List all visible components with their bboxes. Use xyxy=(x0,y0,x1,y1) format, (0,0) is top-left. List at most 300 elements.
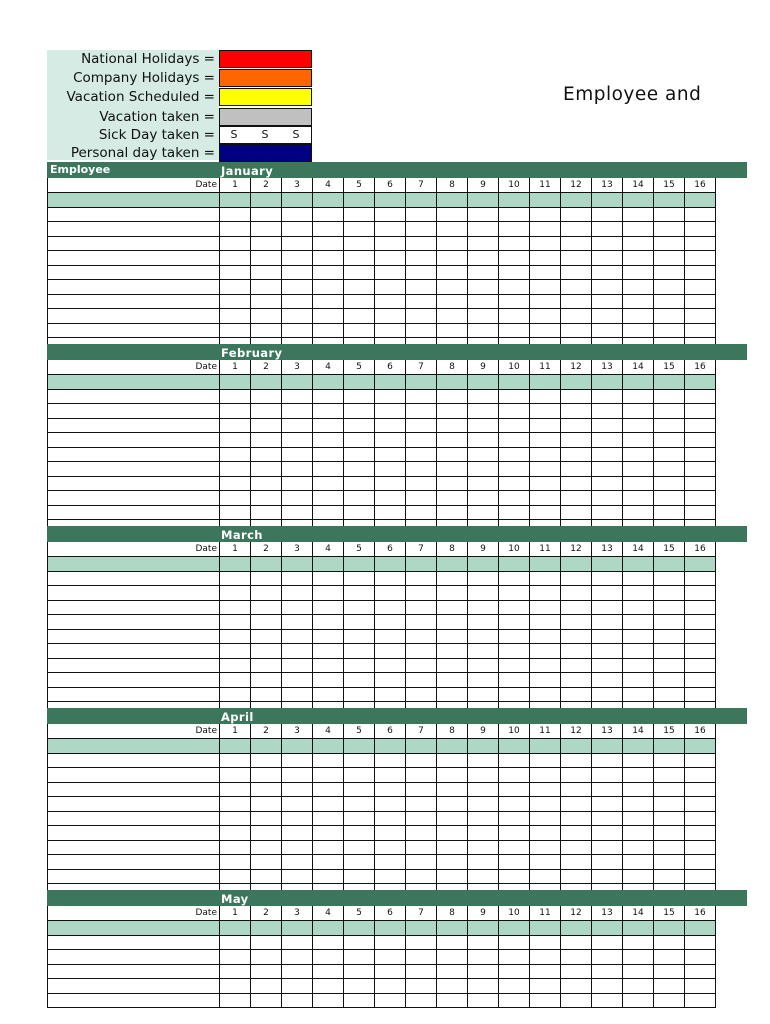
day-cell[interactable] xyxy=(468,323,499,338)
day-cell[interactable] xyxy=(282,265,313,280)
day-cell[interactable] xyxy=(406,687,437,702)
day-cell[interactable] xyxy=(220,950,251,965)
day-cell[interactable] xyxy=(251,447,282,462)
day-cell[interactable] xyxy=(623,433,654,448)
day-cell[interactable] xyxy=(375,462,406,477)
day-cell[interactable] xyxy=(592,309,623,324)
day-cell[interactable] xyxy=(468,280,499,295)
day-cell[interactable] xyxy=(220,768,251,783)
employee-name-cell[interactable] xyxy=(48,447,220,462)
day-cell[interactable] xyxy=(592,265,623,280)
day-cell[interactable] xyxy=(282,935,313,950)
day-cell[interactable] xyxy=(344,615,375,630)
day-cell[interactable] xyxy=(499,222,530,237)
day-cell[interactable] xyxy=(406,265,437,280)
day-cell[interactable] xyxy=(592,294,623,309)
day-cell[interactable] xyxy=(313,571,344,586)
day-cell[interactable] xyxy=(251,418,282,433)
day-cell[interactable] xyxy=(220,462,251,477)
day-cell[interactable] xyxy=(685,280,716,295)
day-cell[interactable] xyxy=(220,309,251,324)
day-cell[interactable] xyxy=(282,600,313,615)
day-cell[interactable] xyxy=(313,753,344,768)
day-cell[interactable] xyxy=(623,418,654,433)
day-cell[interactable] xyxy=(654,935,685,950)
employee-name-cell[interactable] xyxy=(48,476,220,491)
day-cell[interactable] xyxy=(282,826,313,841)
day-cell[interactable] xyxy=(530,447,561,462)
day-cell[interactable] xyxy=(685,433,716,448)
day-cell[interactable] xyxy=(313,600,344,615)
day-cell[interactable] xyxy=(220,222,251,237)
day-cell[interactable] xyxy=(282,768,313,783)
day-cell[interactable] xyxy=(592,207,623,222)
day-cell[interactable] xyxy=(592,615,623,630)
day-cell[interactable] xyxy=(561,869,592,884)
day-cell[interactable] xyxy=(654,323,685,338)
day-cell[interactable] xyxy=(654,687,685,702)
day-cell[interactable] xyxy=(437,644,468,659)
day-cell[interactable] xyxy=(375,251,406,266)
day-cell[interactable] xyxy=(623,644,654,659)
day-cell[interactable] xyxy=(623,797,654,812)
day-cell[interactable] xyxy=(468,935,499,950)
day-cell[interactable] xyxy=(592,950,623,965)
day-cell[interactable] xyxy=(530,404,561,419)
day-cell[interactable] xyxy=(561,855,592,870)
day-cell[interactable] xyxy=(375,782,406,797)
day-cell[interactable] xyxy=(499,404,530,419)
day-cell[interactable] xyxy=(499,323,530,338)
day-cell[interactable] xyxy=(406,950,437,965)
day-cell[interactable] xyxy=(468,309,499,324)
day-cell[interactable] xyxy=(282,236,313,251)
day-cell[interactable] xyxy=(530,826,561,841)
day-cell[interactable] xyxy=(530,782,561,797)
day-cell[interactable] xyxy=(623,280,654,295)
day-cell[interactable] xyxy=(623,840,654,855)
day-cell[interactable] xyxy=(251,476,282,491)
day-cell[interactable] xyxy=(561,782,592,797)
day-cell[interactable] xyxy=(282,280,313,295)
employee-name-cell[interactable] xyxy=(48,644,220,659)
day-cell[interactable] xyxy=(530,768,561,783)
day-cell[interactable] xyxy=(220,447,251,462)
employee-name-cell[interactable] xyxy=(48,869,220,884)
day-cell[interactable] xyxy=(220,979,251,994)
day-cell[interactable] xyxy=(220,855,251,870)
day-cell[interactable] xyxy=(375,629,406,644)
day-cell[interactable] xyxy=(220,433,251,448)
day-cell[interactable] xyxy=(561,615,592,630)
day-cell[interactable] xyxy=(530,797,561,812)
day-cell[interactable] xyxy=(344,294,375,309)
day-cell[interactable] xyxy=(375,644,406,659)
day-cell[interactable] xyxy=(499,993,530,1008)
day-cell[interactable] xyxy=(623,265,654,280)
day-cell[interactable] xyxy=(654,294,685,309)
employee-name-cell[interactable] xyxy=(48,265,220,280)
day-cell[interactable] xyxy=(468,687,499,702)
day-cell[interactable] xyxy=(685,935,716,950)
day-cell[interactable] xyxy=(468,615,499,630)
day-cell[interactable] xyxy=(313,404,344,419)
day-cell[interactable] xyxy=(344,476,375,491)
day-cell[interactable] xyxy=(654,236,685,251)
day-cell[interactable] xyxy=(313,869,344,884)
day-cell[interactable] xyxy=(592,505,623,520)
day-cell[interactable] xyxy=(592,840,623,855)
day-cell[interactable] xyxy=(220,644,251,659)
day-cell[interactable] xyxy=(220,265,251,280)
day-cell[interactable] xyxy=(375,811,406,826)
day-cell[interactable] xyxy=(561,658,592,673)
day-cell[interactable] xyxy=(561,673,592,688)
day-cell[interactable] xyxy=(251,462,282,477)
day-cell[interactable] xyxy=(437,840,468,855)
day-cell[interactable] xyxy=(592,236,623,251)
day-cell[interactable] xyxy=(406,979,437,994)
day-cell[interactable] xyxy=(220,782,251,797)
day-cell[interactable] xyxy=(313,236,344,251)
day-cell[interactable] xyxy=(282,855,313,870)
day-cell[interactable] xyxy=(530,811,561,826)
day-cell[interactable] xyxy=(437,768,468,783)
day-cell[interactable] xyxy=(406,389,437,404)
day-cell[interactable] xyxy=(220,869,251,884)
day-cell[interactable] xyxy=(406,782,437,797)
day-cell[interactable] xyxy=(499,840,530,855)
day-cell[interactable] xyxy=(251,309,282,324)
day-cell[interactable] xyxy=(499,644,530,659)
day-cell[interactable] xyxy=(530,476,561,491)
day-cell[interactable] xyxy=(344,768,375,783)
day-cell[interactable] xyxy=(654,673,685,688)
day-cell[interactable] xyxy=(530,207,561,222)
day-cell[interactable] xyxy=(375,797,406,812)
day-cell[interactable] xyxy=(344,993,375,1008)
day-cell[interactable] xyxy=(220,323,251,338)
day-cell[interactable] xyxy=(654,505,685,520)
day-cell[interactable] xyxy=(561,294,592,309)
day-cell[interactable] xyxy=(623,629,654,644)
day-cell[interactable] xyxy=(468,505,499,520)
day-cell[interactable] xyxy=(592,600,623,615)
day-cell[interactable] xyxy=(406,404,437,419)
day-cell[interactable] xyxy=(592,979,623,994)
day-cell[interactable] xyxy=(282,207,313,222)
day-cell[interactable] xyxy=(561,687,592,702)
day-cell[interactable] xyxy=(623,389,654,404)
day-cell[interactable] xyxy=(344,950,375,965)
day-cell[interactable] xyxy=(282,993,313,1008)
day-cell[interactable] xyxy=(375,265,406,280)
day-cell[interactable] xyxy=(220,236,251,251)
day-cell[interactable] xyxy=(468,964,499,979)
day-cell[interactable] xyxy=(220,993,251,1008)
day-cell[interactable] xyxy=(375,979,406,994)
day-cell[interactable] xyxy=(499,571,530,586)
day-cell[interactable] xyxy=(344,309,375,324)
day-cell[interactable] xyxy=(406,447,437,462)
day-cell[interactable] xyxy=(685,294,716,309)
day-cell[interactable] xyxy=(344,979,375,994)
day-cell[interactable] xyxy=(530,615,561,630)
day-cell[interactable] xyxy=(220,629,251,644)
day-cell[interactable] xyxy=(344,782,375,797)
day-cell[interactable] xyxy=(561,964,592,979)
day-cell[interactable] xyxy=(251,491,282,506)
day-cell[interactable] xyxy=(685,855,716,870)
day-cell[interactable] xyxy=(437,797,468,812)
day-cell[interactable] xyxy=(344,586,375,601)
day-cell[interactable] xyxy=(313,491,344,506)
day-cell[interactable] xyxy=(468,207,499,222)
day-cell[interactable] xyxy=(251,768,282,783)
day-cell[interactable] xyxy=(406,491,437,506)
day-cell[interactable] xyxy=(561,389,592,404)
day-cell[interactable] xyxy=(375,658,406,673)
day-cell[interactable] xyxy=(654,753,685,768)
day-cell[interactable] xyxy=(623,491,654,506)
day-cell[interactable] xyxy=(499,207,530,222)
day-cell[interactable] xyxy=(313,658,344,673)
day-cell[interactable] xyxy=(406,462,437,477)
day-cell[interactable] xyxy=(654,265,685,280)
day-cell[interactable] xyxy=(313,280,344,295)
day-cell[interactable] xyxy=(313,207,344,222)
day-cell[interactable] xyxy=(468,768,499,783)
day-cell[interactable] xyxy=(344,964,375,979)
day-cell[interactable] xyxy=(406,600,437,615)
day-cell[interactable] xyxy=(313,462,344,477)
day-cell[interactable] xyxy=(654,629,685,644)
day-cell[interactable] xyxy=(437,476,468,491)
day-cell[interactable] xyxy=(685,586,716,601)
employee-name-cell[interactable] xyxy=(48,323,220,338)
day-cell[interactable] xyxy=(499,294,530,309)
day-cell[interactable] xyxy=(406,309,437,324)
day-cell[interactable] xyxy=(530,462,561,477)
day-cell[interactable] xyxy=(282,586,313,601)
day-cell[interactable] xyxy=(251,826,282,841)
employee-name-cell[interactable] xyxy=(48,236,220,251)
day-cell[interactable] xyxy=(251,629,282,644)
day-cell[interactable] xyxy=(592,826,623,841)
day-cell[interactable] xyxy=(530,935,561,950)
day-cell[interactable] xyxy=(685,644,716,659)
day-cell[interactable] xyxy=(437,811,468,826)
day-cell[interactable] xyxy=(623,404,654,419)
day-cell[interactable] xyxy=(685,476,716,491)
day-cell[interactable] xyxy=(530,505,561,520)
day-cell[interactable] xyxy=(251,280,282,295)
day-cell[interactable] xyxy=(406,433,437,448)
day-cell[interactable] xyxy=(468,811,499,826)
day-cell[interactable] xyxy=(530,840,561,855)
day-cell[interactable] xyxy=(375,826,406,841)
day-cell[interactable] xyxy=(406,294,437,309)
day-cell[interactable] xyxy=(344,505,375,520)
day-cell[interactable] xyxy=(530,280,561,295)
day-cell[interactable] xyxy=(530,433,561,448)
day-cell[interactable] xyxy=(685,222,716,237)
day-cell[interactable] xyxy=(344,251,375,266)
day-cell[interactable] xyxy=(592,687,623,702)
day-cell[interactable] xyxy=(437,251,468,266)
day-cell[interactable] xyxy=(313,950,344,965)
day-cell[interactable] xyxy=(561,505,592,520)
day-cell[interactable] xyxy=(499,586,530,601)
day-cell[interactable] xyxy=(313,768,344,783)
day-cell[interactable] xyxy=(406,797,437,812)
day-cell[interactable] xyxy=(437,586,468,601)
day-cell[interactable] xyxy=(313,433,344,448)
day-cell[interactable] xyxy=(437,404,468,419)
day-cell[interactable] xyxy=(685,404,716,419)
day-cell[interactable] xyxy=(623,476,654,491)
day-cell[interactable] xyxy=(468,869,499,884)
day-cell[interactable] xyxy=(592,251,623,266)
day-cell[interactable] xyxy=(499,615,530,630)
day-cell[interactable] xyxy=(313,222,344,237)
day-cell[interactable] xyxy=(251,404,282,419)
day-cell[interactable] xyxy=(282,979,313,994)
day-cell[interactable] xyxy=(654,658,685,673)
employee-name-cell[interactable] xyxy=(48,433,220,448)
day-cell[interactable] xyxy=(251,797,282,812)
day-cell[interactable] xyxy=(282,687,313,702)
day-cell[interactable] xyxy=(375,280,406,295)
day-cell[interactable] xyxy=(530,673,561,688)
day-cell[interactable] xyxy=(344,447,375,462)
day-cell[interactable] xyxy=(654,476,685,491)
day-cell[interactable] xyxy=(282,294,313,309)
day-cell[interactable] xyxy=(313,826,344,841)
day-cell[interactable] xyxy=(561,309,592,324)
day-cell[interactable] xyxy=(685,323,716,338)
day-cell[interactable] xyxy=(654,964,685,979)
day-cell[interactable] xyxy=(623,600,654,615)
employee-name-cell[interactable] xyxy=(48,964,220,979)
day-cell[interactable] xyxy=(592,280,623,295)
day-cell[interactable] xyxy=(251,753,282,768)
employee-name-cell[interactable] xyxy=(48,673,220,688)
day-cell[interactable] xyxy=(685,950,716,965)
day-cell[interactable] xyxy=(282,491,313,506)
day-cell[interactable] xyxy=(685,309,716,324)
day-cell[interactable] xyxy=(468,418,499,433)
day-cell[interactable] xyxy=(499,950,530,965)
day-cell[interactable] xyxy=(344,491,375,506)
employee-name-cell[interactable] xyxy=(48,658,220,673)
day-cell[interactable] xyxy=(437,979,468,994)
day-cell[interactable] xyxy=(251,433,282,448)
day-cell[interactable] xyxy=(561,840,592,855)
day-cell[interactable] xyxy=(654,797,685,812)
day-cell[interactable] xyxy=(468,447,499,462)
employee-name-cell[interactable] xyxy=(48,826,220,841)
employee-name-cell[interactable] xyxy=(48,418,220,433)
day-cell[interactable] xyxy=(592,418,623,433)
day-cell[interactable] xyxy=(375,935,406,950)
day-cell[interactable] xyxy=(530,571,561,586)
day-cell[interactable] xyxy=(623,571,654,586)
day-cell[interactable] xyxy=(654,280,685,295)
day-cell[interactable] xyxy=(220,491,251,506)
day-cell[interactable] xyxy=(499,782,530,797)
day-cell[interactable] xyxy=(530,586,561,601)
day-cell[interactable] xyxy=(468,840,499,855)
day-cell[interactable] xyxy=(406,476,437,491)
day-cell[interactable] xyxy=(468,491,499,506)
day-cell[interactable] xyxy=(654,447,685,462)
day-cell[interactable] xyxy=(375,447,406,462)
day-cell[interactable] xyxy=(561,826,592,841)
day-cell[interactable] xyxy=(251,855,282,870)
day-cell[interactable] xyxy=(282,462,313,477)
day-cell[interactable] xyxy=(561,753,592,768)
day-cell[interactable] xyxy=(499,826,530,841)
day-cell[interactable] xyxy=(344,207,375,222)
day-cell[interactable] xyxy=(592,768,623,783)
day-cell[interactable] xyxy=(468,993,499,1008)
day-cell[interactable] xyxy=(313,389,344,404)
employee-name-cell[interactable] xyxy=(48,251,220,266)
day-cell[interactable] xyxy=(530,600,561,615)
day-cell[interactable] xyxy=(220,615,251,630)
day-cell[interactable] xyxy=(499,979,530,994)
day-cell[interactable] xyxy=(437,826,468,841)
employee-name-cell[interactable] xyxy=(48,600,220,615)
day-cell[interactable] xyxy=(251,505,282,520)
day-cell[interactable] xyxy=(406,753,437,768)
day-cell[interactable] xyxy=(313,644,344,659)
day-cell[interactable] xyxy=(437,389,468,404)
day-cell[interactable] xyxy=(499,797,530,812)
day-cell[interactable] xyxy=(654,586,685,601)
day-cell[interactable] xyxy=(437,323,468,338)
day-cell[interactable] xyxy=(623,447,654,462)
day-cell[interactable] xyxy=(251,265,282,280)
day-cell[interactable] xyxy=(654,768,685,783)
day-cell[interactable] xyxy=(406,826,437,841)
day-cell[interactable] xyxy=(344,462,375,477)
day-cell[interactable] xyxy=(561,476,592,491)
day-cell[interactable] xyxy=(561,979,592,994)
day-cell[interactable] xyxy=(468,476,499,491)
day-cell[interactable] xyxy=(561,950,592,965)
day-cell[interactable] xyxy=(592,658,623,673)
day-cell[interactable] xyxy=(313,935,344,950)
day-cell[interactable] xyxy=(623,687,654,702)
day-cell[interactable] xyxy=(623,753,654,768)
day-cell[interactable] xyxy=(251,222,282,237)
day-cell[interactable] xyxy=(313,840,344,855)
day-cell[interactable] xyxy=(220,280,251,295)
day-cell[interactable] xyxy=(313,476,344,491)
day-cell[interactable] xyxy=(685,462,716,477)
day-cell[interactable] xyxy=(251,323,282,338)
day-cell[interactable] xyxy=(468,753,499,768)
day-cell[interactable] xyxy=(251,236,282,251)
employee-name-cell[interactable] xyxy=(48,586,220,601)
day-cell[interactable] xyxy=(375,236,406,251)
day-cell[interactable] xyxy=(437,615,468,630)
day-cell[interactable] xyxy=(561,600,592,615)
day-cell[interactable] xyxy=(220,251,251,266)
day-cell[interactable] xyxy=(685,826,716,841)
